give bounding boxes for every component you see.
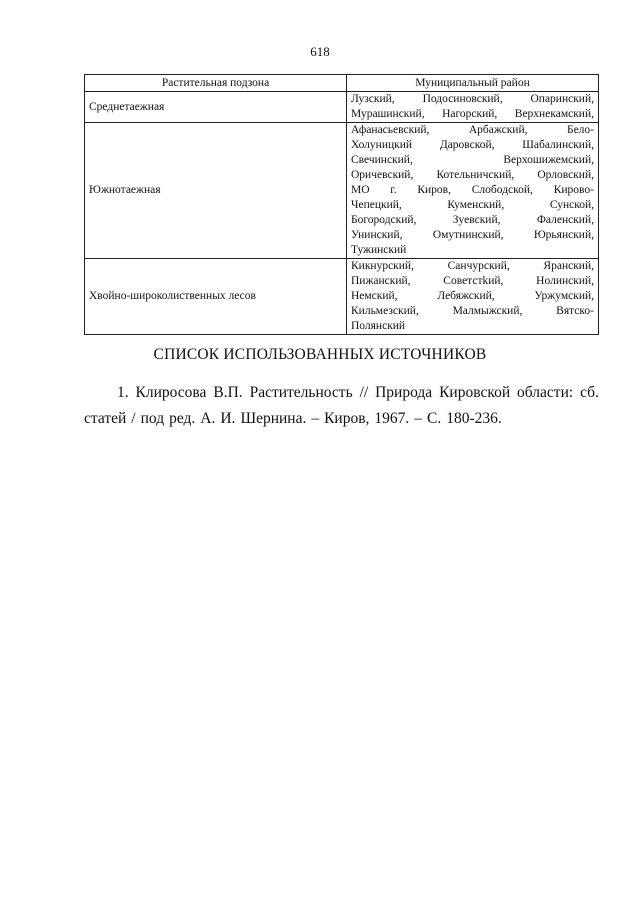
- reference-word: Шернина.: [240, 410, 307, 427]
- district-word: Кирово-: [553, 184, 594, 196]
- district-line: [351, 319, 594, 334]
- reference-word: сб.: [580, 384, 599, 401]
- district-word: Холуницкий: [351, 139, 413, 151]
- reference-word: 180-236.: [446, 410, 502, 427]
- district-word: Верхнекамский,: [514, 108, 594, 120]
- district-line: [351, 138, 594, 153]
- district-line: [351, 243, 594, 258]
- district-line: [351, 304, 594, 319]
- district-list-cell: [347, 123, 599, 259]
- table-row: [85, 92, 599, 123]
- district-word: Богородский,: [351, 214, 417, 226]
- district-word: Юрьянский,: [533, 229, 594, 241]
- district-word: Афанасьевский,: [351, 124, 430, 136]
- district-line: [351, 92, 594, 107]
- district-word: Вятско-: [556, 305, 594, 317]
- district-line: [351, 228, 594, 243]
- zone-name-cell: Хвойно-широколиственных лесов: [85, 259, 347, 335]
- district-word: Мурашинский,: [351, 108, 425, 120]
- district-word: Верхошижемский,: [503, 154, 594, 166]
- district-word: Куменский,: [447, 199, 505, 211]
- reference-line: [84, 380, 599, 406]
- district-word: Пижанский,: [351, 275, 411, 287]
- district-word: Оричевский,: [351, 169, 414, 181]
- reference-word: Растительность: [249, 384, 353, 401]
- district-word: Унинский,: [351, 229, 403, 241]
- district-word: Нагорский,: [442, 108, 498, 120]
- district-word: МО: [351, 184, 370, 196]
- reference-word: //: [359, 384, 369, 401]
- header-municipal-district: Муниципальный район: [347, 75, 599, 92]
- reference-word: Киров,: [324, 410, 370, 427]
- table-body: [85, 92, 599, 335]
- district-word: Сунской,: [549, 199, 594, 211]
- table-row: [85, 259, 599, 335]
- district-line: [351, 153, 594, 168]
- reference-list-item: [84, 380, 599, 432]
- reference-line: [84, 406, 599, 432]
- district-word: Котельничский,: [436, 169, 515, 181]
- reference-word: статей: [84, 410, 127, 427]
- table-header-row: [85, 75, 599, 92]
- district-line: [351, 107, 594, 122]
- district-word: Уржумский,: [534, 290, 594, 302]
- district-line: [351, 289, 594, 304]
- district-line: [351, 198, 594, 213]
- district-word: Бело-: [566, 124, 594, 136]
- district-word: Немский,: [351, 290, 398, 302]
- district-word: Фаленский,: [536, 214, 594, 226]
- district-word: Опаринский,: [530, 93, 594, 105]
- district-word: Тужинский: [351, 244, 407, 256]
- district-word: Даровской,: [439, 139, 495, 151]
- district-word: Омутнинский,: [432, 229, 504, 241]
- reference-word: 1.: [117, 384, 129, 401]
- district-line: [351, 274, 594, 289]
- district-word: Шабалинский,: [522, 139, 594, 151]
- reference-word: –: [414, 410, 423, 427]
- district-line: [351, 213, 594, 228]
- reference-word: А.: [200, 410, 216, 427]
- district-line: [351, 168, 594, 183]
- district-word: Нолинский,: [536, 275, 594, 287]
- zone-name-cell: Среднетаежная: [85, 92, 347, 123]
- vegetation-zones-table: [84, 74, 599, 335]
- district-word: Малмыжский,: [452, 305, 523, 317]
- reference-word: 1967.: [374, 410, 410, 427]
- district-word: Яранский,: [543, 260, 594, 272]
- reference-word: /: [131, 410, 136, 427]
- reference-word: –: [311, 410, 320, 427]
- reference-word: Клиросова: [135, 384, 207, 401]
- reference-word: С.: [427, 410, 442, 427]
- district-list-cell: [347, 259, 599, 335]
- district-word: г.: [390, 184, 397, 196]
- district-word: Орловский,: [537, 169, 594, 181]
- reference-word: под: [140, 410, 165, 427]
- district-word: Слободской,: [471, 184, 533, 196]
- district-word: Кикнурский,: [351, 260, 414, 272]
- header-vegetation-subzone: Растительная подзона: [85, 75, 347, 92]
- table-row: [85, 123, 599, 259]
- district-line: [351, 123, 594, 138]
- reference-word: Кировской: [439, 384, 511, 401]
- reference-word: И.: [220, 410, 236, 427]
- district-word: Советстkий,: [443, 275, 504, 287]
- district-list-cell: [347, 92, 599, 123]
- district-word: Свечинский,: [351, 154, 413, 166]
- reference-word: ред.: [169, 410, 196, 427]
- district-word: Подосиновский,: [422, 93, 503, 105]
- district-word: Лебяжский,: [437, 290, 495, 302]
- reference-word: области:: [517, 384, 574, 401]
- reference-word: Природа: [375, 384, 433, 401]
- zone-name-cell: Южнотаежная: [85, 123, 347, 259]
- district-word: Арбажский,: [468, 124, 528, 136]
- district-word: Чепецкий,: [351, 199, 402, 211]
- sources-title: СПИСОК ИСПОЛЬЗОВАННЫХ ИСТОЧНИКОВ: [153, 346, 487, 363]
- district-word: Полянский: [351, 320, 406, 332]
- district-word: Лузский,: [351, 93, 395, 105]
- page-number: 618: [310, 44, 330, 59]
- district-word: Зуевский,: [452, 214, 501, 226]
- district-line: [351, 183, 594, 198]
- district-word: Киров,: [417, 184, 451, 196]
- district-word: Санчурский,: [447, 260, 510, 272]
- reference-word: В.П.: [213, 384, 243, 401]
- district-word: Кильмезский,: [351, 305, 419, 317]
- district-line: [351, 259, 594, 274]
